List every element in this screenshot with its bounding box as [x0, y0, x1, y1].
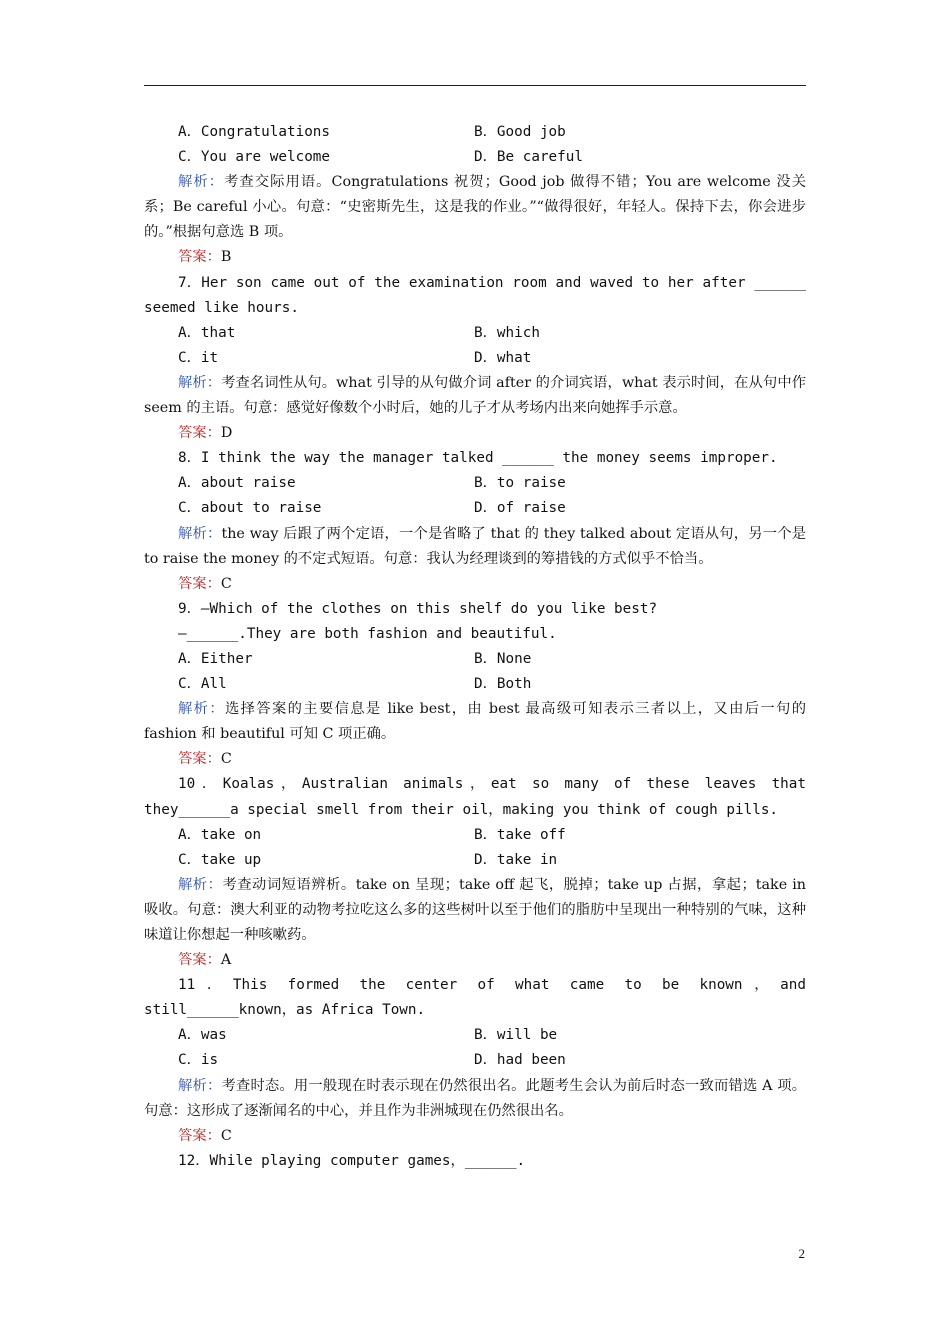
q9-explanation: [144, 697, 806, 747]
q11-stem: 11．This formed the center of what came to be known，and still______known，as Africa Town.: [144, 977, 806, 1019]
q6-answer: [144, 245, 806, 270]
q9-stem-line-1: 9．—Which of the clothes on this shelf do you like best?: [178, 600, 658, 617]
option-c: C．it: [178, 349, 219, 366]
explanation-text: the way 后跟了两个定语，一个是省略了 that 的 they talked about 定语从句，另一个是 to raise the money 的不定式短语。句意：我认为经理谈到的筹措钱的方式似乎不恰当。: [144, 525, 806, 567]
explanation-text: 考查动词短语辨析。take on 呈现；take off 起飞，脱掉；take up 占据，拿起；take in 吸收。句意：澳大利亚的动物考拉吃这么多的这些树叶以至于他们的脂肪中呈现出一种特别的气味，这种味道让你想起一种咳嗽药。: [144, 876, 807, 943]
q8-options-row-2: [144, 496, 806, 521]
q7-options-row-1: [144, 321, 806, 346]
q8-options-row-1: [144, 471, 806, 496]
q6-options-row-2: [144, 145, 806, 170]
answer-value: B: [220, 249, 232, 266]
option-b: B．to raise: [474, 475, 566, 492]
document-body: [144, 120, 806, 1174]
q8-stem: 8．I think the way the manager talked ______ the money seems improper.: [178, 450, 778, 467]
header-rule: [144, 85, 806, 86]
page-number: 2: [798, 1246, 805, 1261]
answer-value: C: [220, 1127, 232, 1144]
answer-label: 答案：: [178, 425, 221, 442]
answer-value: C: [220, 751, 232, 768]
explanation-text: 考查名词性从句。what 引导的从句做介词 after 的介词宾语，what 表示时间，在从句中作 seem 的主语。句意：感觉好像数个小时后，她的儿子才从考场内出来向她挥手示意。: [144, 374, 806, 417]
q11-answer: [144, 1124, 806, 1149]
option-b: B．which: [474, 324, 540, 341]
q7-explanation: [144, 371, 806, 421]
q8-explanation: [144, 522, 806, 572]
q10-answer: [144, 948, 806, 973]
option-a: A．Congratulations: [178, 124, 331, 140]
q10-options-row-1: [144, 823, 806, 848]
option-b: B．will be: [474, 1027, 558, 1044]
explanation-text: 考查交际用语。Congratulations 祝贺；Good job 做得不错；You are welcome 没关系；Be careful 小心。句意：“史密斯先生，这是我的作业。”“做得很好，年轻人。保持下去，你会进步的。”根据句意选 B 项。: [144, 174, 806, 241]
q6-options-row-1: [144, 120, 806, 145]
option-c: C．take up: [178, 851, 262, 868]
answer-label: 答案：: [178, 1127, 221, 1144]
option-a: A．Either: [178, 650, 253, 667]
option-d: D．had been: [474, 1052, 566, 1069]
q7-stem: 7．Her son came out of the examination room and waved to her after ______ seemed like hours.: [144, 274, 806, 316]
explain-label: 解析：: [178, 174, 225, 191]
option-b: B．take off: [474, 826, 566, 843]
option-a: A．was: [178, 1027, 227, 1044]
explain-label: 解析：: [178, 1077, 222, 1094]
q7-answer: [144, 421, 806, 446]
q12-stem: 12．While playing computer games，______.: [178, 1152, 526, 1169]
q9-answer: [144, 747, 806, 772]
option-d: D．Both: [474, 676, 532, 693]
option-d: D．Be careful: [474, 149, 583, 166]
answer-label: 答案：: [178, 952, 221, 969]
option-d: D．what: [474, 349, 532, 366]
answer-value: C: [220, 575, 232, 592]
answer-label: 答案：: [178, 249, 221, 266]
answer-value: A: [220, 952, 232, 969]
answer-label: 答案：: [178, 751, 221, 768]
q8-answer: [144, 572, 806, 597]
option-a: A．that: [178, 324, 236, 341]
q11-options-row-1: [144, 1023, 806, 1048]
option-c: C．about to raise: [178, 500, 322, 517]
q9-stem-line-2: —______.They are both fashion and beautiful.: [178, 625, 557, 642]
q6-explanation: [144, 170, 806, 245]
option-c: C．is: [178, 1052, 219, 1069]
q10-options-row-2: [144, 848, 806, 873]
option-c: C．All: [178, 676, 227, 693]
answer-value: D: [220, 425, 233, 442]
explanation-text: 考查时态。用一般现在时表示现在仍然很出名。此题考生会认为前后时态一致而错选 A 项。句意：这形成了逐渐闻名的中心，并且作为非洲城现在仍然很出名。: [144, 1077, 807, 1119]
explain-label: 解析：: [178, 876, 223, 893]
option-d: D．of raise: [474, 500, 566, 517]
option-c: C．You are welcome: [178, 149, 331, 166]
option-b: B．None: [474, 650, 532, 667]
option-b: B．Good job: [474, 124, 566, 140]
q9-options-row-1: [144, 647, 806, 672]
q11-explanation: [144, 1074, 806, 1124]
q7-options-row-2: [144, 346, 806, 371]
option-d: D．take in: [474, 851, 558, 868]
option-a: A．about raise: [178, 475, 296, 492]
explain-label: 解析：: [178, 701, 225, 718]
q10-stem: 10．Koalas，Australian animals，eat so many of these leaves that they______a special smell from their oil，making you think of cough pills.: [144, 776, 806, 818]
explanation-text: 选择答案的主要信息是 like best，由 best 最高级可知表示三者以上，又由后一句的 fashion 和 beautiful 可知 C 项正确。: [144, 701, 807, 743]
answer-label: 答案：: [178, 575, 221, 592]
q9-options-row-2: [144, 672, 806, 697]
option-a: A．take on: [178, 826, 262, 843]
q10-explanation: [144, 873, 806, 948]
q11-options-row-2: [144, 1048, 806, 1073]
explain-label: 解析：: [178, 525, 222, 542]
explain-label: 解析：: [178, 374, 222, 391]
